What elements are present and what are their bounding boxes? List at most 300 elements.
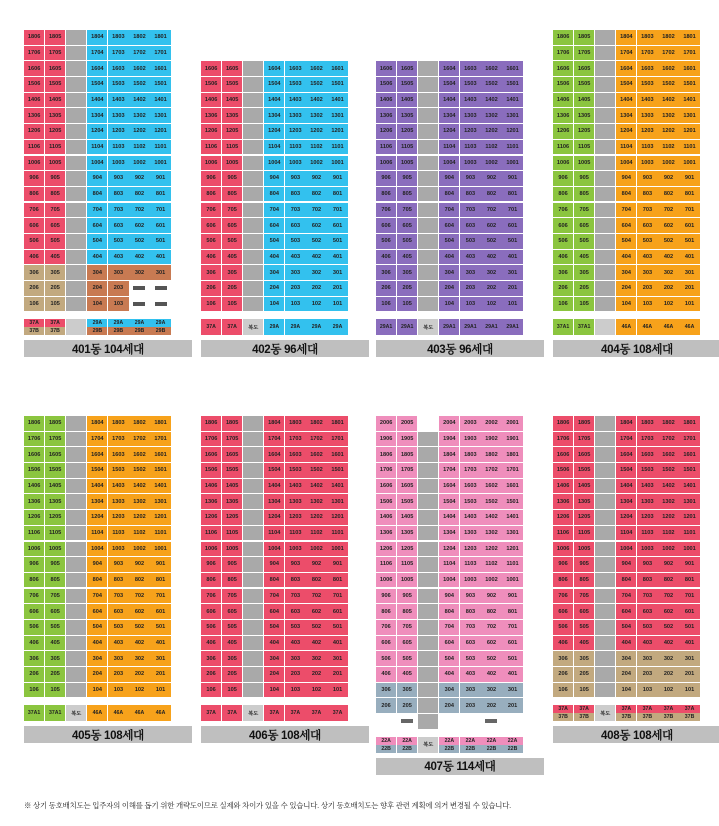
unit-type-badge: 22A 22B [502,737,522,753]
unit-cell: 806 [553,573,573,588]
unit-cell: 1502 [658,463,678,478]
unit-cell: 1202 [306,124,326,139]
unit-cell: 604 [264,604,284,619]
core-shaft [595,667,615,682]
unit-cell: 1501 [502,494,522,509]
floor-row [24,250,192,265]
unit-cell: 204 [439,698,459,713]
unit-cell: 1105 [397,557,417,572]
core-shaft [595,573,615,588]
core-shaft [418,234,438,249]
floor-row [24,108,192,123]
unit-type-badge: 29A 29B [150,319,170,335]
floor-row [201,589,369,604]
core-shaft [66,683,86,698]
unit-cell: 1003 [637,156,657,171]
unit-cell: 1804 [439,447,459,462]
unit-cell: 1403 [637,93,657,108]
unit-cell: 803 [460,604,480,619]
floor-row [553,557,719,572]
unit-cell: 902 [129,171,149,186]
unit-cell: 303 [460,265,480,280]
unit-cell: 605 [397,636,417,651]
unit-cell: 402 [658,250,678,265]
unit-cell: 503 [637,234,657,249]
unit-cell: 504 [616,620,636,635]
unit-cell: 706 [201,203,221,218]
floor-row [376,463,544,478]
unit-cell: 903 [637,557,657,572]
unit-cell: 1405 [397,510,417,525]
unit-cell: 603 [108,604,128,619]
core-shaft [243,171,263,186]
core-shaft [595,447,615,462]
building-406 [201,416,369,743]
unit-grid [24,416,192,697]
unit-cell: 1802 [129,416,149,431]
unit-cell: 403 [108,636,128,651]
unit-type-badge: 29A 29B [87,319,107,335]
unit-type-badge: 29A 29B [108,319,128,335]
unit-cell: 1601 [679,447,699,462]
unit-cell: 906 [201,171,221,186]
floor-row [376,234,544,249]
unit-cell: 302 [658,651,678,666]
building-label: 403동 96세대 [376,340,544,357]
unit-cell: 1504 [616,77,636,92]
core-shaft [243,620,263,635]
unit-cell: 304 [264,265,284,280]
unit-cell: 802 [306,573,326,588]
unit-cell: 1205 [45,510,65,525]
unit-cell: 1803 [108,30,128,45]
floor-row [376,667,544,682]
unit-cell: 1504 [87,463,107,478]
unit-cell: 102 [129,683,149,698]
unit-cell: 603 [108,218,128,233]
unit-cell: 801 [150,187,170,202]
unit-cell: 802 [658,573,678,588]
unit-cell: 801 [679,187,699,202]
corridor-label: 복도 [243,705,263,721]
unit-cell: 103 [637,297,657,312]
unit-cell: 1603 [285,61,305,76]
unit-cell: 603 [285,604,305,619]
unit-cell: 303 [108,265,128,280]
floor-row [553,124,719,139]
core-shaft [595,526,615,541]
unit-cell: 1704 [87,432,107,447]
unit-cell: 104 [264,683,284,698]
unit-cell: 1004 [87,542,107,557]
unit-cell: 902 [481,171,501,186]
unit-cell: 1003 [108,156,128,171]
unit-type-badge: 22A 22B [481,737,501,753]
unit-cell: 1906 [376,432,396,447]
floor-row [553,636,719,651]
floor-row [553,589,719,604]
unit-cell: 1005 [222,156,242,171]
unit-cell: 405 [574,250,594,265]
unit-cell: 1005 [45,542,65,557]
unit-cell: 1304 [616,494,636,509]
unit-cell: 1702 [306,432,326,447]
floor-row [24,494,192,509]
unit-cell: 705 [397,620,417,635]
unit-cell: 902 [306,171,326,186]
unit-cell: 205 [222,281,242,296]
unit-cell: 903 [460,589,480,604]
unit-cell: 905 [397,171,417,186]
unit-cell: 204 [87,667,107,682]
unit-type-badge: 37A1 [24,705,44,721]
unit-type-badge: 37A 37B [616,705,636,721]
unit-cell: 1002 [658,542,678,557]
unit-cell: 1802 [658,416,678,431]
unit-cell: 1601 [502,61,522,76]
unit-cell: 903 [285,557,305,572]
unit-cell: 1804 [616,30,636,45]
unit-cell: 606 [201,604,221,619]
unit-cell: 502 [129,620,149,635]
unit-cell: 701 [327,589,347,604]
unit-cell: 702 [129,203,149,218]
unit-cell: 604 [439,636,459,651]
unit-cell: 1505 [45,463,65,478]
unit-cell: 1201 [679,510,699,525]
unit-grid [553,416,719,697]
unit-cell: 806 [201,187,221,202]
unit-cell: 1001 [327,542,347,557]
unit-cell: 504 [616,234,636,249]
unit-type-badge: 29A1 [397,319,417,335]
unit-cell: 1005 [45,156,65,171]
unit-cell: 1106 [201,140,221,155]
unit-cell: 1001 [327,156,347,171]
building-label: 407동 114세대 [376,758,544,775]
unit-cell: 1502 [306,77,326,92]
unit-cell: 901 [502,589,522,604]
unit-cell: 903 [460,171,480,186]
core-shaft [418,108,438,123]
unit-type-badge: 37A [285,705,305,721]
unit-cell: 1704 [264,432,284,447]
unit-type-badge: 22A 22B [397,737,417,753]
unit-cell: 1101 [502,557,522,572]
unit-cell: 306 [553,265,573,280]
core-shaft [418,698,438,713]
unit-cell: 1501 [327,77,347,92]
unit-cell: 904 [439,171,459,186]
unit-cell: 1402 [306,479,326,494]
core-shaft [418,589,438,604]
unit-cell: 402 [481,250,501,265]
unit-cell: 1004 [264,156,284,171]
unit-cell: 406 [24,636,44,651]
unit-cell: 1203 [460,124,480,139]
unit-cell: 1602 [129,61,149,76]
core-shaft [243,636,263,651]
unit-cell: 1803 [637,416,657,431]
unit-cell: 1401 [150,479,170,494]
unit-cell: 1801 [502,447,522,462]
unit-cell: 1202 [658,124,678,139]
core-shaft [66,218,86,233]
unit-cell: 102 [306,297,326,312]
unit-cell: 1404 [439,510,459,525]
unit-type-badge: 37A [264,705,284,721]
unit-cell: 401 [679,636,699,651]
core-shaft [243,250,263,265]
unit-cell: 1802 [481,447,501,462]
floor-row [553,218,719,233]
pilotis-cell [439,714,459,729]
floor-row [376,171,544,186]
unit-cell: 906 [553,171,573,186]
unit-cell: 803 [285,573,305,588]
floor-row [553,297,719,312]
unit-cell: 1501 [150,463,170,478]
unit-cell: 1102 [658,140,678,155]
unit-type-badge: 37A1 [574,319,594,335]
unit-cell: 904 [616,171,636,186]
core-shaft [243,218,263,233]
unit-cell: 1101 [327,526,347,541]
pilotis-row [376,714,544,729]
unit-cell: 1204 [87,510,107,525]
floor-row [553,250,719,265]
unit-cell: 1501 [502,77,522,92]
unit-cell: 1105 [45,526,65,541]
unit-type-badge: 37A 37B [574,705,594,721]
unit-cell: 1401 [150,93,170,108]
unit-cell: 1806 [24,30,44,45]
core-shaft [243,573,263,588]
core-shaft [418,187,438,202]
unit-cell: 1102 [306,526,326,541]
unit-cell: 1005 [574,156,594,171]
unit-cell: 702 [481,203,501,218]
unit-cell: 1705 [45,46,65,61]
unit-cell: 1305 [45,108,65,123]
unit-cell: 1502 [658,77,678,92]
floor-row [201,297,369,312]
unit-cell: 306 [553,651,573,666]
unit-cell: 1504 [264,77,284,92]
unit-cell: 1501 [679,77,699,92]
floor-row [201,447,369,462]
unit-cell: 702 [306,589,326,604]
unit-cell: 1505 [222,463,242,478]
unit-cell: 1403 [108,93,128,108]
floor-row [201,156,369,171]
unit-cell: 1604 [87,61,107,76]
unit-cell: 1005 [222,542,242,557]
unit-cell: 1604 [439,61,459,76]
unit-cell: 204 [264,281,284,296]
floor-row [553,526,719,541]
floor-row [376,526,544,541]
unit-cell: 1402 [481,510,501,525]
core-shaft [418,93,438,108]
unit-type-badge: 37A [222,705,242,721]
core-shaft [418,604,438,619]
unit-cell: 804 [616,573,636,588]
unavailable-unit [129,297,149,312]
floor-row [376,140,544,155]
unit-cell: 101 [327,683,347,698]
unit-cell: 302 [306,651,326,666]
unit-cell: 501 [150,234,170,249]
unit-cell: 1205 [397,124,417,139]
core-shaft [418,542,438,557]
unit-cell: 601 [150,218,170,233]
unit-cell: 1203 [637,510,657,525]
floor-row [201,187,369,202]
unit-cell: 1001 [502,573,522,588]
unit-cell: 706 [553,589,573,604]
unit-type-badge: 29A1 [481,319,501,335]
unit-cell: 1804 [264,416,284,431]
unit-cell: 1101 [327,140,347,155]
unit-cell: 1301 [679,494,699,509]
unit-type-badge: 37A [201,705,221,721]
unit-cell: 1603 [460,61,480,76]
unit-cell: 703 [285,589,305,604]
unit-cell: 401 [327,250,347,265]
unit-cell: 805 [222,573,242,588]
core-shaft [595,683,615,698]
corridor-label: 복도 [595,705,615,721]
core-shaft [418,203,438,218]
unit-cell: 1802 [129,30,149,45]
unit-cell: 1006 [24,156,44,171]
core-shaft [418,171,438,186]
unit-type-badge: 37A 37B [553,705,573,721]
core-shaft [243,234,263,249]
unit-cell: 405 [222,636,242,651]
floor-row [24,510,192,525]
unit-cell: 704 [616,203,636,218]
core-shaft [66,573,86,588]
unit-cell: 1601 [150,61,170,76]
unit-cell: 1806 [553,416,573,431]
floor-row [24,589,192,604]
core-shaft [66,187,86,202]
unit-cell: 1406 [201,479,221,494]
unit-cell: 802 [129,187,149,202]
unit-cell: 501 [502,651,522,666]
core-shaft [595,187,615,202]
unit-cell: 305 [45,265,65,280]
unit-cell: 301 [502,683,522,698]
unit-cell: 1903 [460,432,480,447]
unit-cell: 1301 [327,108,347,123]
unit-cell: 906 [376,171,396,186]
unit-cell: 404 [87,636,107,651]
unit-cell: 1405 [45,479,65,494]
unit-cell: 902 [658,171,678,186]
unit-cell: 403 [108,250,128,265]
unit-cell: 105 [574,683,594,698]
unit-cell: 805 [397,187,417,202]
unit-cell: 1306 [24,108,44,123]
unit-cell: 1203 [108,124,128,139]
unit-cell: 1103 [285,526,305,541]
unit-cell: 1303 [108,108,128,123]
unit-cell: 305 [397,683,417,698]
unit-cell: 1801 [150,416,170,431]
unit-cell: 906 [553,557,573,572]
unit-cell: 1402 [129,479,149,494]
unit-cell: 1206 [201,124,221,139]
unit-cell: 206 [376,698,396,713]
unit-cell: 1701 [679,432,699,447]
unit-cell: 1002 [658,156,678,171]
floor-row [201,77,369,92]
unit-cell: 303 [637,265,657,280]
unit-cell: 804 [87,187,107,202]
unit-cell: 106 [553,297,573,312]
core-shaft [595,265,615,280]
unit-cell: 903 [285,171,305,186]
floor-row [201,250,369,265]
unit-cell: 1303 [108,494,128,509]
floor-row [201,463,369,478]
unit-cell: 1104 [616,526,636,541]
unit-type-badge: 46A [679,319,699,335]
core-shaft [66,636,86,651]
core-shaft [595,620,615,635]
unit-cell: 1106 [553,526,573,541]
unit-cell: 1506 [201,463,221,478]
unit-cell: 303 [285,265,305,280]
unit-cell: 1002 [129,156,149,171]
unit-cell: 905 [574,171,594,186]
unit-cell: 301 [150,265,170,280]
unit-cell: 604 [439,218,459,233]
floor-row [201,651,369,666]
unit-cell: 104 [616,683,636,698]
unit-cell: 1504 [264,463,284,478]
unit-cell: 1504 [439,77,459,92]
core-shaft [418,124,438,139]
unit-cell: 303 [108,651,128,666]
unit-cell: 602 [658,604,678,619]
unit-type-row [201,705,369,721]
building-403 [376,30,544,357]
unit-cell: 401 [150,250,170,265]
unit-cell: 101 [502,297,522,312]
unit-cell: 605 [574,604,594,619]
core-shaft [595,77,615,92]
unit-cell: 302 [481,683,501,698]
unit-cell: 1106 [24,526,44,541]
unit-cell: 306 [24,265,44,280]
unit-cell: 204 [616,667,636,682]
unit-cell: 606 [24,218,44,233]
unit-cell: 205 [45,667,65,682]
unit-cell: 1302 [658,494,678,509]
floor-row [376,604,544,619]
unit-cell: 1702 [129,432,149,447]
unit-cell: 505 [45,620,65,635]
unit-cell: 1506 [553,463,573,478]
unit-cell: 506 [24,234,44,249]
floor-row [24,557,192,572]
unit-cell: 1001 [150,156,170,171]
unit-cell: 1201 [150,510,170,525]
